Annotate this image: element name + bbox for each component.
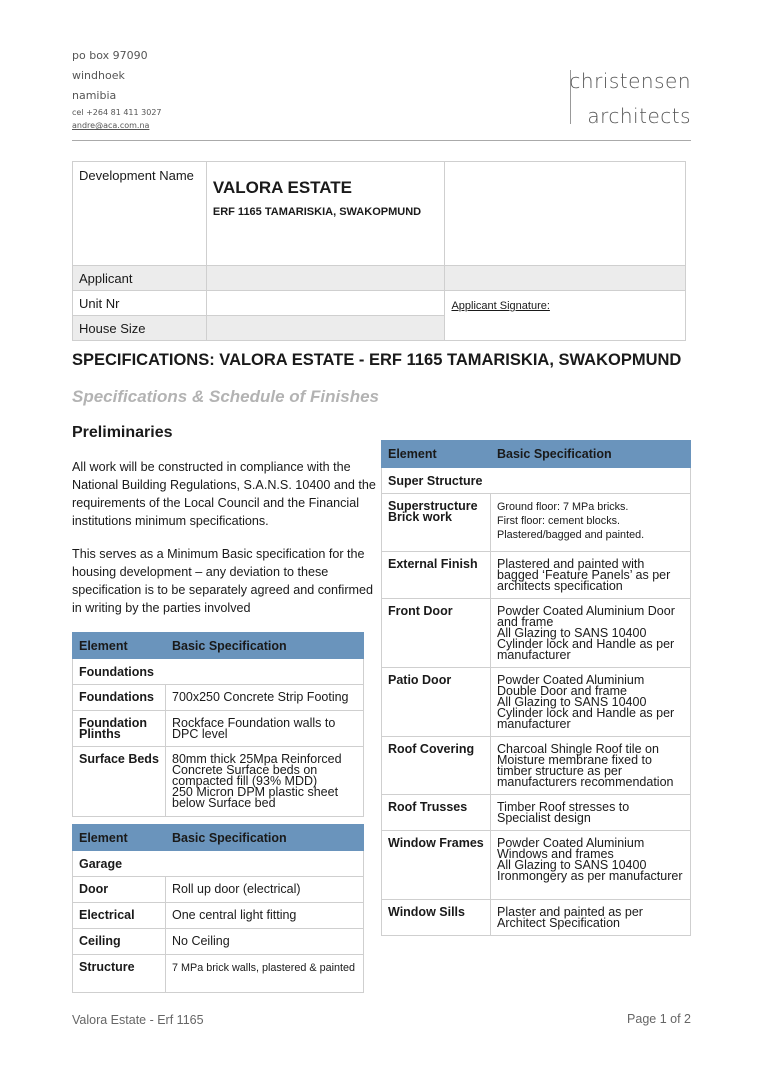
table-row-spec: Powder Coated Aluminium Door and frame All Glazing to SANS 10400 Cylinder lock and Handle as per manufacturer [491,599,691,668]
table-row-element: Foundation Plinths [73,711,166,747]
company-logo [569,64,691,134]
table-row-element: Window Frames [382,831,491,900]
table-row-element: Ceiling [73,929,166,955]
table-row-spec: Rockface Foundation walls to DPC level [166,711,364,747]
estate-name: VALORA ESTATE [212,178,353,197]
address-city: windhoek [72,69,125,82]
development-name-label: Development Name [73,162,207,266]
address-po-box: po box 97090 [72,49,148,62]
address-country: namibia [72,89,117,102]
table-row-spec: Charcoal Shingle Roof tile on Moisture membrane fixed to timber structure as per manufacturers recommendation [491,737,691,795]
table-row-element: Foundations [73,685,166,711]
applicant-signature-cell [445,291,686,341]
garage-table [72,824,364,993]
house-size-label: House Size [73,316,207,341]
address-email-link[interactable]: andre@aca.com.na [72,121,150,130]
table-row-element: Front Door [382,599,491,668]
preliminaries-paragraph-1: All work will be constructed in compliance with the National Building Regulations, S.A.N.S. 10400 and the requirements of the Local Council and the Financial institutions minimum specifications. [72,460,376,528]
table-row-spec: One central light fitting [166,903,364,929]
table-row-element: Patio Door [382,668,491,737]
table-row-element: Door [73,877,166,903]
garage-section-label: Garage [73,851,364,877]
table-row-element: Superstructure Brick work [382,494,491,552]
table-row-spec: Powder Coated Aluminium Double Door and frame All Glazing to SANS 10400 Cylinder lock and Handle as per manufacturer [491,668,691,737]
header-element: Element [382,441,491,468]
footer-document-name: Valora Estate - Erf 1165 [72,1013,204,1027]
table-row-element: Surface Beds [73,747,166,817]
table-row-spec: Ground floor: 7 MPa bricks. First floor: cement blocks. Plastered/bagged and painted. [491,494,691,552]
address-block [72,46,162,132]
unit-nr-label: Unit Nr [73,291,207,316]
preliminaries-paragraph-2: This serves as a Minimum Basic specification for the housing development – any deviation to these specification is to be separately agreed and confirmed in writing by the parties involved [72,547,374,615]
development-name-value [206,162,445,266]
header-basic-spec: Basic Specification [166,633,364,659]
address-cell: cel +264 81 411 3027 [72,108,162,117]
header-basic-spec: Basic Specification [166,825,364,851]
table-row-spec: Plaster and painted as per Architect Specification [491,900,691,936]
table-row-spec: 80mm thick 25Mpa Reinforced Concrete Surface beds on compacted fill (93% MDD) 250 Micron DPM plastic sheet below Surface bed [166,747,364,817]
table-row-element: Electrical [73,903,166,929]
applicant-value [206,266,445,291]
table-row-spec: No Ceiling [166,929,364,955]
development-blank-cell [445,162,686,266]
table-row-element: External Finish [382,552,491,599]
applicant-signature-label: Applicant Signature: [451,300,550,312]
preliminaries-heading: Preliminaries [72,424,173,441]
table-row-spec: Plastered and painted with bagged ‘Feature Panels’ as per architects specification [491,552,691,599]
header-element: Element [73,633,166,659]
house-size-value [206,316,445,341]
development-info-table [72,161,686,341]
applicant-blank [445,266,686,291]
super-structure-section-label: Super Structure [382,468,691,494]
footer-page-number: Page 1 of 2 [627,1012,691,1026]
table-row-element: Roof Trusses [382,795,491,831]
header-basic-spec: Basic Specification [491,441,691,468]
table-row-spec: Powder Coated Aluminium Windows and frames All Glazing to SANS 10400 Ironmongery as per manufacturer [491,831,691,900]
header-element: Element [73,825,166,851]
unit-nr-value [206,291,445,316]
specifications-title: SPECIFICATIONS: VALORA ESTATE - ERF 1165 TAMARISKIA, SWAKOPMUND [72,351,682,369]
logo-line-2: architects [587,104,691,128]
table-row-spec: 700x250 Concrete Strip Footing [166,685,364,711]
header-rule [72,140,691,141]
table-row-element: Structure [73,955,166,993]
schedule-heading: Specifications & Schedule of Finishes [72,387,380,406]
table-row-element: Window Sills [382,900,491,936]
foundations-section-label: Foundations [73,659,364,685]
estate-subtitle: ERF 1165 TAMARISKIA, SWAKOPMUND [212,206,422,218]
foundations-table [72,632,364,817]
table-row-element: Roof Covering [382,737,491,795]
logo-line-1: christensen [569,69,691,93]
applicant-label: Applicant [73,266,207,291]
super-structure-table [381,440,691,936]
table-row-spec: 7 MPa brick walls, plastered & painted [166,955,364,993]
table-row-spec: Roll up door (electrical) [166,877,364,903]
table-row-spec: Timber Roof stresses to Specialist design [491,795,691,831]
